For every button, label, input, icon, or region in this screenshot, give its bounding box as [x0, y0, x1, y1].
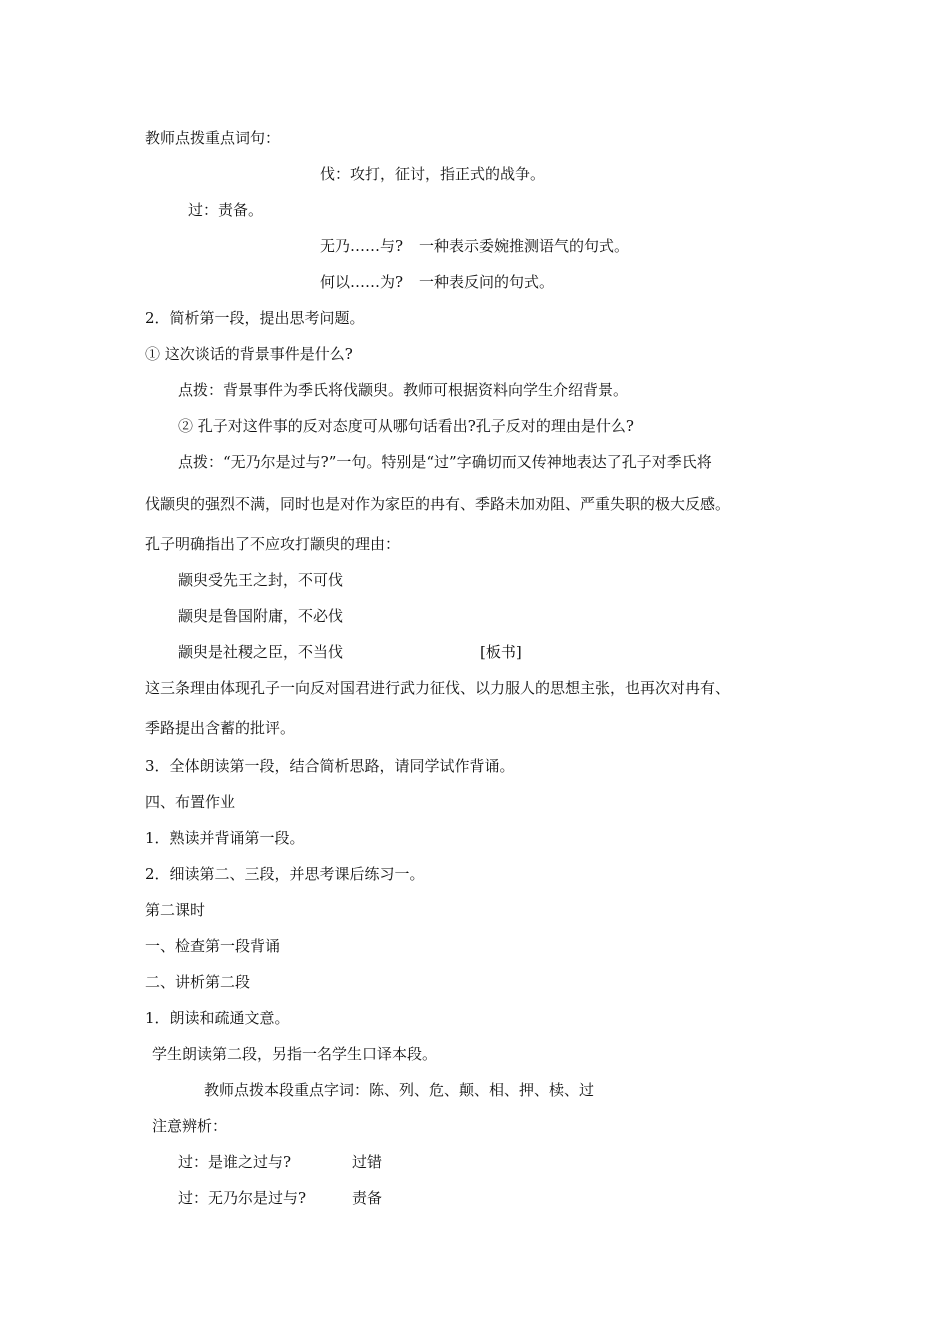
pattern-text: 何以……为? — [320, 273, 404, 291]
line-guo-mistake-example: 过：是谁之过与? — [178, 1153, 292, 1171]
blackboard-note: [板书] — [480, 643, 522, 661]
pattern-text: 无乃……与? — [320, 237, 404, 255]
line-note-distinguish: 注意辨析： — [152, 1117, 228, 1135]
line-guo-definition: 过：责备。 — [188, 201, 264, 219]
line-reason-2: 颛臾是鲁国附庸，不必伐 — [178, 607, 344, 625]
line-teacher-key-phrases: 教师点拨重点词句： — [145, 129, 281, 147]
line-section-2: 2．简析第一段，提出思考问题。 — [145, 309, 365, 327]
line-question-2: ② 孔子对这件事的反对态度可从哪句话看出?孔子反对的理由是什么? — [178, 417, 634, 435]
line-hint-2-cont: 伐颛臾的强烈不满，同时也是对作为家臣的冉有、季路未加劝阻、严重失职的极大反感。 — [145, 495, 731, 513]
pattern-explanation: 一种表示委婉推测语气的句式。 — [419, 237, 630, 255]
line-section-3: 3．全体朗读第一段，结合简析思路，请同学试作背诵。 — [145, 757, 515, 775]
heading-second-lesson: 第二课时 — [145, 901, 206, 919]
line-homework-1: 1．熟读并背诵第一段。 — [145, 829, 305, 847]
heading-analyze-paragraph-2: 二、讲析第二段 — [145, 973, 251, 991]
line-reasons-intro: 孔子明确指出了不应攻打颛臾的理由： — [145, 535, 401, 553]
line-reasons-summary-cont: 季路提出含蓄的批评。 — [145, 719, 296, 737]
guo-meaning-blame: 责备 — [352, 1189, 383, 1207]
line-reason-1: 颛臾受先王之封，不可伐 — [178, 571, 344, 589]
line-reason-3: 颛臾是社稷之臣，不当伐 — [178, 643, 344, 661]
pattern-explanation: 一种表反问的句式。 — [419, 273, 555, 291]
line-homework-2: 2．细读第二、三段，并思考课后练习一。 — [145, 865, 425, 883]
heading-homework: 四、布置作业 — [145, 793, 236, 811]
heading-check-recitation: 一、检查第一段背诵 — [145, 937, 281, 955]
line-hint-1: 点拨：背景事件为季氏将伐颛臾。教师可根据资料向学生介绍背景。 — [178, 381, 629, 399]
line-reasons-summary: 这三条理由体现孔子一向反对国君进行武力征伐、以力服人的思想主张，也再次对冉有、 — [145, 679, 731, 697]
line-read-aloud: 1．朗读和疏通文意。 — [145, 1009, 290, 1027]
line-student-reading: 学生朗读第二段，另指一名学生口译本段。 — [152, 1045, 438, 1063]
line-wunai-pattern — [320, 236, 629, 256]
line-question-1: ① 这次谈话的背景事件是什么? — [145, 345, 353, 363]
line-guo-blame-example: 过：无乃尔是过与? — [178, 1189, 307, 1207]
line-heyi-pattern — [320, 272, 554, 292]
guo-meaning-mistake: 过错 — [352, 1153, 383, 1171]
line-fa-definition: 伐：攻打，征讨，指正式的战争。 — [320, 165, 546, 183]
line-hint-2: 点拨：“无乃尔是过与?”一句。特别是“过”字确切而又传神地表达了孔子对季氏将 — [178, 453, 712, 471]
line-key-characters: 教师点拨本段重点字词：陈、列、危、颠、相、押、椟、过 — [204, 1081, 595, 1099]
